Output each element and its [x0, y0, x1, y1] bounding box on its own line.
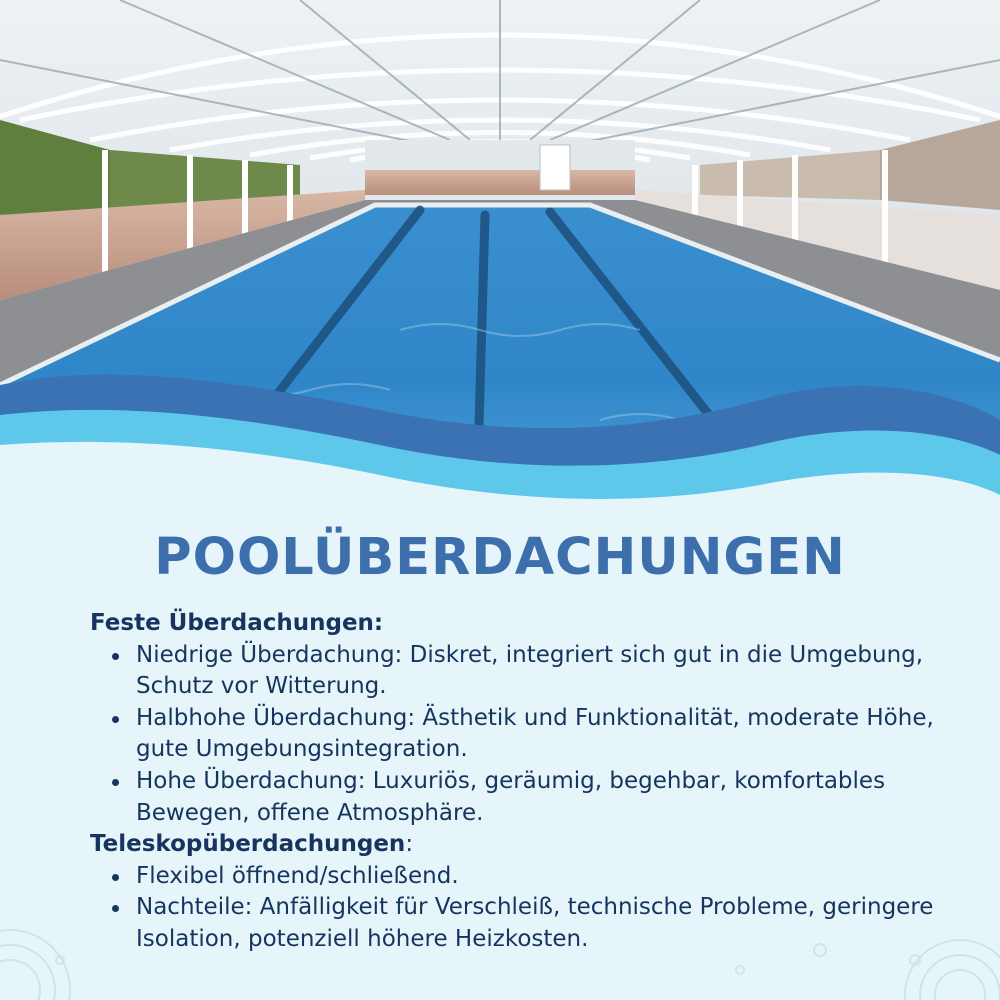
page-title: POOLÜBERDACHUNGEN: [154, 528, 846, 587]
list-item: Flexibel öffnend/schließend.: [136, 861, 970, 893]
list-item: Nachteile: Anfälligkeit für Verschleiß, technische Probleme, geringere Isolation, potenziell höhere Heizkosten.: [136, 892, 970, 955]
section-heading-telescopic: Teleskopüberdachungen:: [90, 831, 414, 858]
list-item: Hohe Überdachung: Luxuriös, geräumig, begehbar, komfortables Bewegen, offene Atmosphäre.: [136, 766, 970, 829]
telescopic-covers-list: [90, 861, 970, 956]
content: [90, 608, 970, 956]
list-item: Niedrige Überdachung: Diskret, integriert sich gut in die Umgebung, Schutz vor Witterung.: [136, 640, 970, 703]
list-item: Halbhohe Überdachung: Ästhetik und Funktionalität, moderate Höhe, gute Umgebungsintegration.: [136, 703, 970, 766]
section-heading-fixed: Feste Überdachungen:: [90, 610, 384, 636]
fixed-covers-list: [90, 640, 970, 830]
